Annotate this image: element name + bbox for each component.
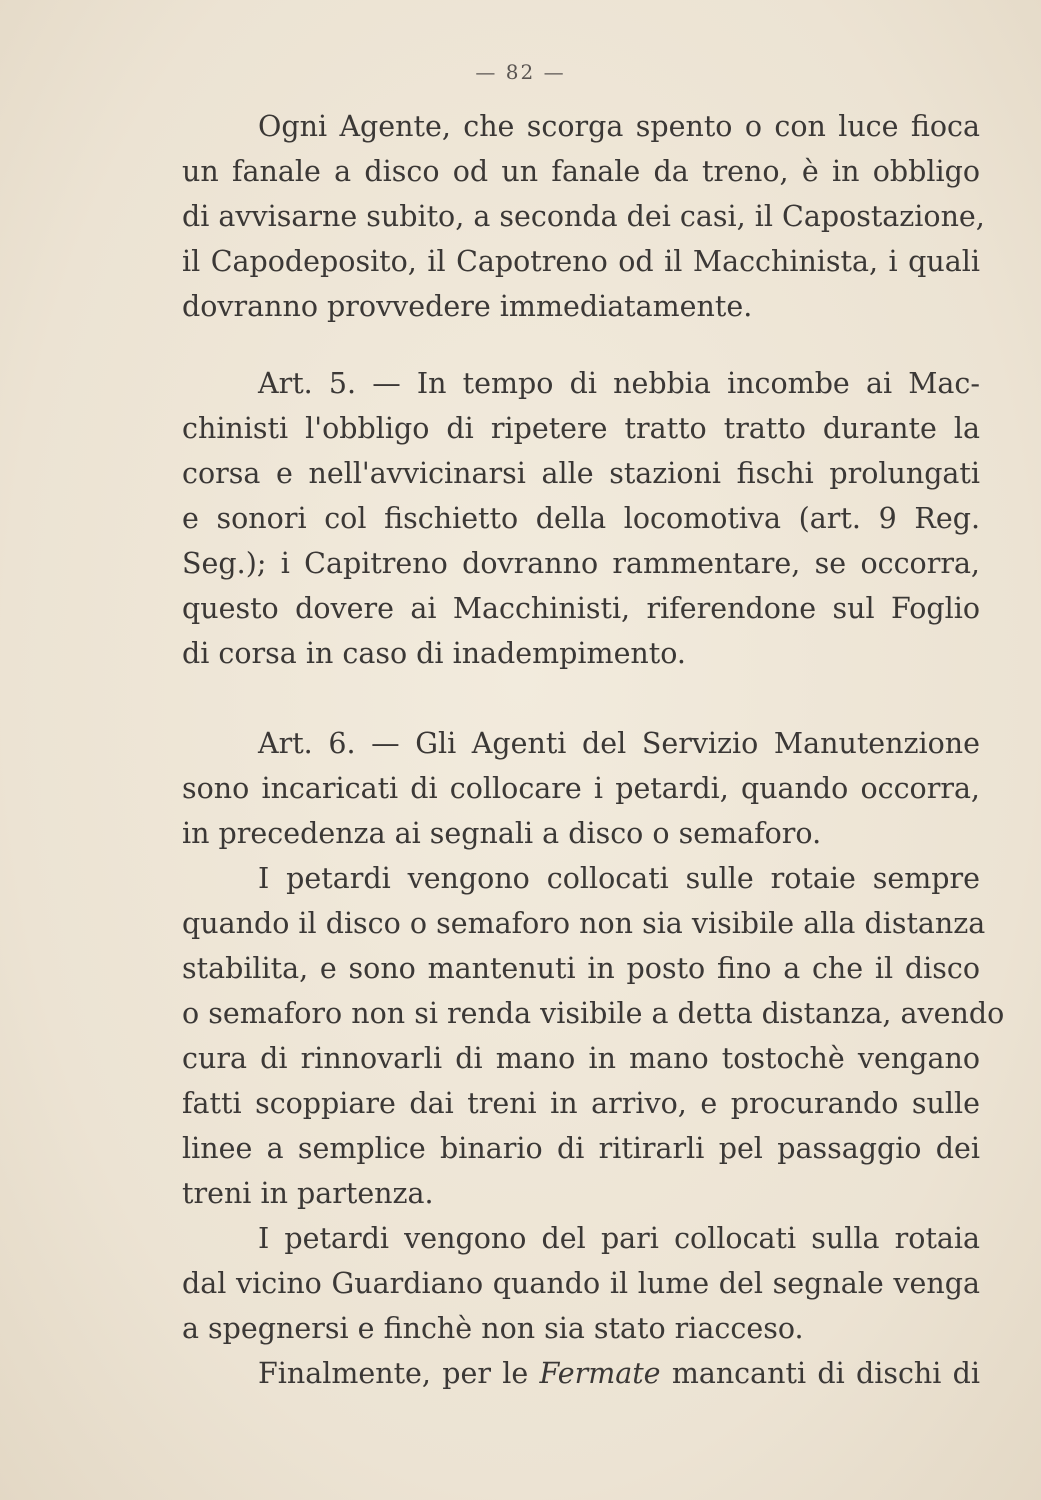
text-line: di corsa in caso di inadempimento.: [182, 637, 686, 670]
text-line: Art. 6. — Gli Agenti del Servizio Manutenzione: [258, 727, 980, 760]
text-line: fatti scoppiare dai treni in arrivo, e procurando sulle: [182, 1087, 980, 1120]
text-line: il Capodeposito, il Capotreno od il Macchinista, i quali: [182, 245, 980, 278]
paragraph-petardi-1: [182, 856, 1005, 1216]
text-line: dal vicino Guardiano quando il lume del segnale venga: [182, 1267, 980, 1300]
final-text-after: mancanti di dischi di: [660, 1357, 980, 1390]
text-line: [182, 1351, 980, 1396]
text-line: in precedenza ai segnali a disco o semaforo.: [182, 817, 822, 850]
text-line: Art. 5. — In tempo di nebbia incombe ai Mac-: [258, 367, 980, 400]
article-6: [182, 721, 980, 856]
final-text-before: Finalmente, per le: [258, 1357, 540, 1390]
text-line: questo dovere ai Macchinisti, riferendone sul Foglio: [182, 592, 980, 625]
text-line: quando il disco o semaforo non sia visibile alla distanza: [182, 907, 986, 940]
text-line: stabilita, e sono mantenuti in posto fino a che il disco: [182, 952, 980, 985]
paragraph-agente: [182, 104, 985, 329]
text-line: sono incaricati di collocare i petardi, quando occorra,: [182, 772, 980, 805]
paragraph-petardi-2: [182, 1216, 980, 1351]
fermate-italic: Fermate: [539, 1357, 661, 1390]
text-line: a spegnersi e finchè non sia stato riacceso.: [182, 1312, 804, 1345]
text-line: I petardi vengono collocati sulle rotaie sempre: [258, 862, 980, 895]
text-line: un fanale a disco od un fanale da treno, è in obbligo: [182, 155, 980, 188]
text-line: corsa e nell'avvicinarsi alle stazioni fischi prolungati: [182, 457, 980, 490]
text-line: I petardi vengono del pari collocati sulla rotaia: [258, 1222, 980, 1255]
text-line: cura di rinnovarli di mano in mano tostochè vengano: [182, 1042, 980, 1075]
text-line: treni in partenza.: [182, 1177, 434, 1210]
text-line: chinisti l'obbligo di ripetere tratto tratto durante la: [182, 412, 980, 445]
text-line: di avvisarne subito, a seconda dei casi, il Capostazione,: [182, 200, 985, 233]
text-line: Seg.); i Capitreno dovranno rammentare, se occorra,: [182, 547, 980, 580]
paragraph-finalmente: [182, 1351, 980, 1396]
text-line: linee a semplice binario di ritirarli pel passaggio dei: [182, 1132, 980, 1165]
text-line: o semaforo non si renda visibile a detta distanza, avendo: [182, 997, 1005, 1030]
text-line: Ogni Agente, che scorga spento o con luce fioca: [258, 110, 980, 143]
article-5: [182, 361, 980, 676]
text-line: dovranno provvedere immediatamente.: [182, 290, 753, 323]
text-line: e sonori col fischietto della locomotiva (art. 9 Reg.: [182, 502, 980, 535]
page-number: — 82 —: [475, 60, 566, 84]
